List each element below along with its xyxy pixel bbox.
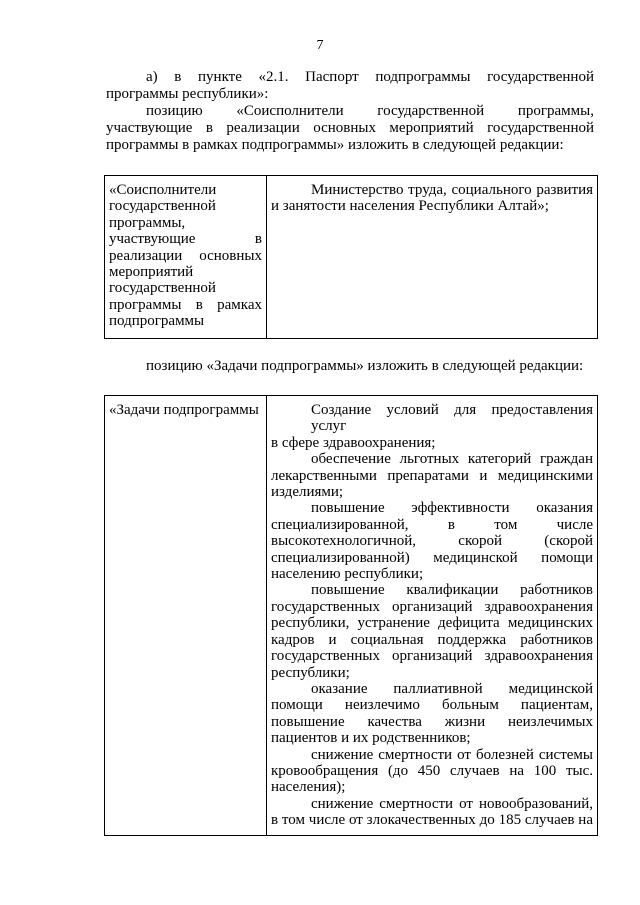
cell-line: мероприятий: [109, 264, 194, 281]
cell-line: государственной: [109, 280, 216, 297]
cell-line: обеспечение льготных категорий граждан: [311, 451, 593, 468]
cell-line: кадров и социальная поддержка работников: [271, 631, 593, 648]
cell-line: Министерство труда, социального развития: [311, 182, 593, 198]
tasks-value-cell: [267, 396, 597, 835]
cell-line: подпрограммы: [109, 313, 205, 330]
cell-line: помощи неизлечимо больным пациентам,: [271, 697, 593, 714]
cell-line: кровообращения (до 450 случаев на 100 тыс.: [271, 762, 593, 779]
cell-line: пациентов и их родственников;: [271, 730, 471, 747]
cell-line: программы в рамках: [109, 296, 262, 313]
cell-line: лекарственными препаратами и медицинскими: [271, 467, 593, 484]
cell-line: государственной: [109, 198, 216, 215]
cell-line: участвующие в: [109, 231, 262, 248]
cell-line: населения);: [271, 779, 346, 796]
intro-line: участвующие в реализации основных мероприятий государственной: [106, 120, 594, 136]
middle-paragraph: [106, 358, 594, 375]
tasks-table: [104, 395, 598, 836]
cell-line: снижение смертности от новообразований,: [311, 795, 593, 812]
coexecutors-label-cell: [105, 176, 267, 338]
coexecutors-table: [104, 175, 598, 339]
page-number: 7: [316, 38, 324, 53]
cell-line: республики;: [271, 664, 350, 681]
coexecutors-value-cell: [267, 176, 597, 338]
cell-line: населению республики;: [271, 566, 424, 583]
cell-line: специализированной, в том числе: [271, 516, 593, 533]
cell-line: программы,: [109, 214, 186, 231]
tasks-label-cell: [105, 396, 267, 835]
cell-line: государственных организаций здравоохранения: [271, 598, 593, 615]
cell-line: в том числе от злокачественных до 185 случаев на: [271, 812, 593, 829]
cell-line: высокотехнологичной, скорой (скорой: [271, 533, 593, 550]
intro-paragraph: [106, 69, 594, 154]
cell-line: в сфере здравоохранения;: [271, 434, 436, 451]
cell-line: государственных организаций здравоохранения: [271, 648, 593, 665]
cell-line: повышение качества жизни неизлечимых: [271, 713, 593, 730]
cell-line: республики, устранение дефицита медицинских: [271, 615, 593, 632]
intro-line: программы республики»:: [106, 86, 269, 102]
intro-line: программы в рамках подпрограммы» изложить в следующей редакции:: [106, 137, 564, 153]
cell-line: «Задачи подпрограммы: [109, 402, 259, 418]
cell-line: повышение эффективности оказания: [311, 500, 593, 517]
cell-line: и занятости населения Республики Алтай»;: [271, 198, 549, 215]
cell-line: специализированной) медицинской помощи: [271, 549, 593, 566]
cell-line: изделиями;: [271, 484, 344, 501]
intro-line: а) в пункте «2.1. Паспорт подпрограммы государственной: [146, 69, 594, 85]
cell-line: реализации основных: [109, 247, 262, 264]
cell-line: оказание паллиативной медицинской: [311, 680, 593, 697]
cell-line: снижение смертности от болезней системы: [311, 746, 593, 763]
middle-line: позицию «Задачи подпрограммы» изложить в следующей редакции:: [146, 358, 584, 374]
cell-line: повышение квалификации работников: [311, 582, 593, 599]
intro-line: позицию «Соисполнители государственной программы,: [146, 103, 594, 119]
cell-line: «Соисполнители: [109, 182, 217, 198]
cell-line: Создание условий для предоставления услуг: [311, 402, 593, 435]
